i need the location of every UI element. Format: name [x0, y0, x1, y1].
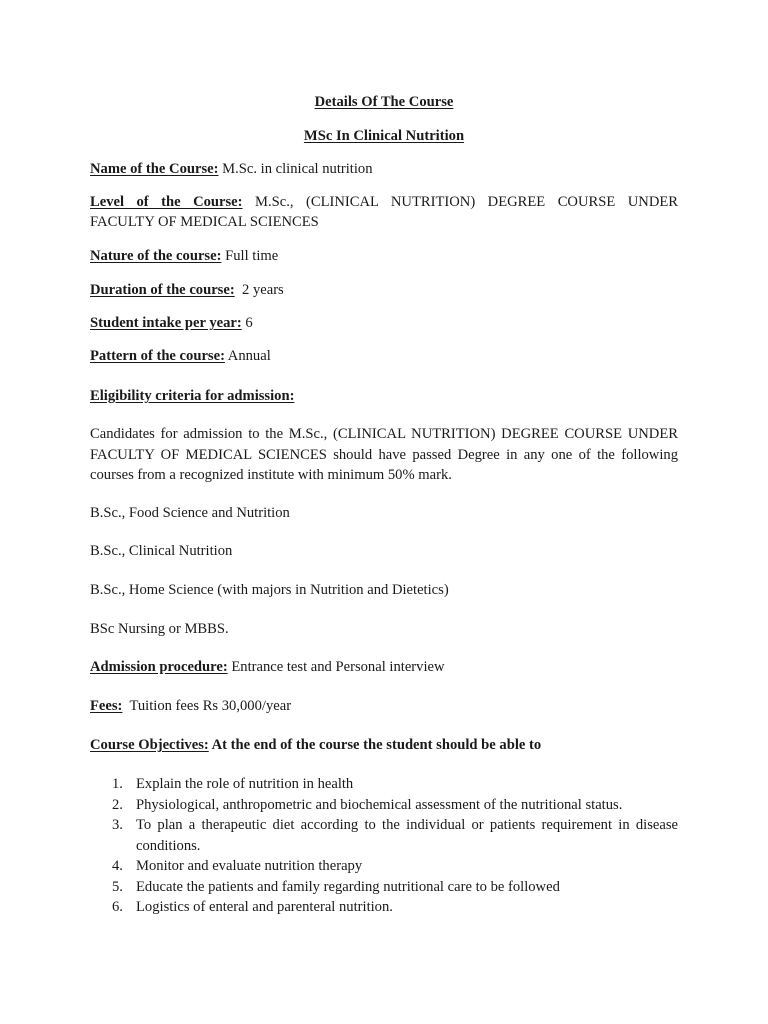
list-item-number: 6. — [112, 899, 123, 915]
course-duration-value: 2 years — [234, 282, 284, 298]
list-item-number: 2. — [112, 796, 123, 813]
list-item — [90, 815, 678, 856]
course-level-value-line1: M.Sc., (CLINICAL NUTRITION) DEGREE COURSE UNDER — [242, 194, 679, 210]
course-pattern-label: Pattern of the course: — [90, 348, 225, 364]
course-nature-label: Nature of the course: — [90, 248, 222, 264]
student-intake-row — [90, 313, 253, 334]
eligibility-paragraph: Candidates for admission to the M.Sc., (CLINICAL NUTRITION) DEGREE COURSE UNDER FACULTY OF MEDICAL SCIENCES should have passed Degree in any one of the following courses from a recognized institute with minimum 50% mark. — [90, 426, 678, 483]
course-name-label: Name of the Course: — [90, 161, 219, 177]
fees-row — [90, 696, 291, 717]
list-item — [90, 774, 678, 795]
eligible-course-item: B.Sc., Clinical Nutrition — [90, 543, 233, 559]
list-item-text: Logistics of enteral and parenteral nutrition. — [136, 899, 393, 915]
list-item-number: 1. — [112, 776, 123, 792]
eligibility-heading: Eligibility criteria for admission: — [90, 388, 295, 404]
course-nature-row — [90, 246, 278, 267]
eligible-course-item: B.Sc., Food Science and Nutrition — [90, 505, 290, 521]
course-duration-row — [90, 280, 284, 301]
course-level-row — [90, 192, 678, 213]
course-duration-label: Duration of the course: — [90, 282, 235, 298]
student-intake-label: Student intake per year: — [90, 315, 242, 331]
course-pattern-row — [90, 346, 271, 367]
course-name-value: M.Sc. in clinical nutrition — [218, 161, 373, 177]
list-item-number: 4. — [112, 858, 123, 874]
eligible-course-item: BSc Nursing or MBBS. — [90, 621, 229, 637]
course-level-value-line2: FACULTY OF MEDICAL SCIENCES — [90, 214, 319, 230]
course-name-row — [90, 159, 373, 180]
document-subheading: MSc In Clinical Nutrition — [303, 128, 465, 144]
course-objectives-row — [90, 735, 541, 756]
course-objectives-intro: At the end of the course the student should be able to — [208, 737, 542, 753]
admission-procedure-value: Entrance test and Personal interview — [227, 659, 445, 675]
fees-value: Tuition fees Rs 30,000/year — [122, 698, 292, 714]
list-item-text: Physiological, anthropometric and biochemical assessment of the nutritional status. — [136, 796, 623, 813]
list-item — [90, 795, 678, 816]
objectives-list — [90, 774, 678, 918]
eligible-course-item: B.Sc., Home Science (with majors in Nutrition and Dietetics) — [90, 582, 449, 598]
document-heading: Details Of The Course — [314, 94, 454, 110]
list-item — [90, 897, 678, 918]
course-pattern-value: Annual — [224, 348, 271, 364]
list-item — [90, 877, 678, 898]
list-item-text: To plan a therapeutic diet according to the individual or patients requirement in disease conditions. — [136, 817, 678, 854]
fees-label: Fees: — [90, 698, 123, 714]
course-level-label: Level of the Course: — [90, 194, 243, 210]
admission-procedure-label: Admission procedure: — [90, 659, 228, 675]
list-item-number: 5. — [112, 878, 123, 895]
course-objectives-label: Course Objectives: — [90, 737, 209, 753]
list-item-text: Explain the role of nutrition in health — [136, 776, 354, 792]
course-nature-value: Full time — [221, 248, 279, 264]
list-item-text: Educate the patients and family regarding nutritional care to be followed — [136, 878, 560, 895]
list-item-text: Monitor and evaluate nutrition therapy — [136, 858, 363, 874]
admission-procedure-row — [90, 657, 445, 678]
list-item-number: 3. — [112, 817, 123, 833]
student-intake-value: 6 — [241, 315, 253, 331]
document-page — [90, 0, 678, 1024]
list-item — [90, 856, 678, 877]
